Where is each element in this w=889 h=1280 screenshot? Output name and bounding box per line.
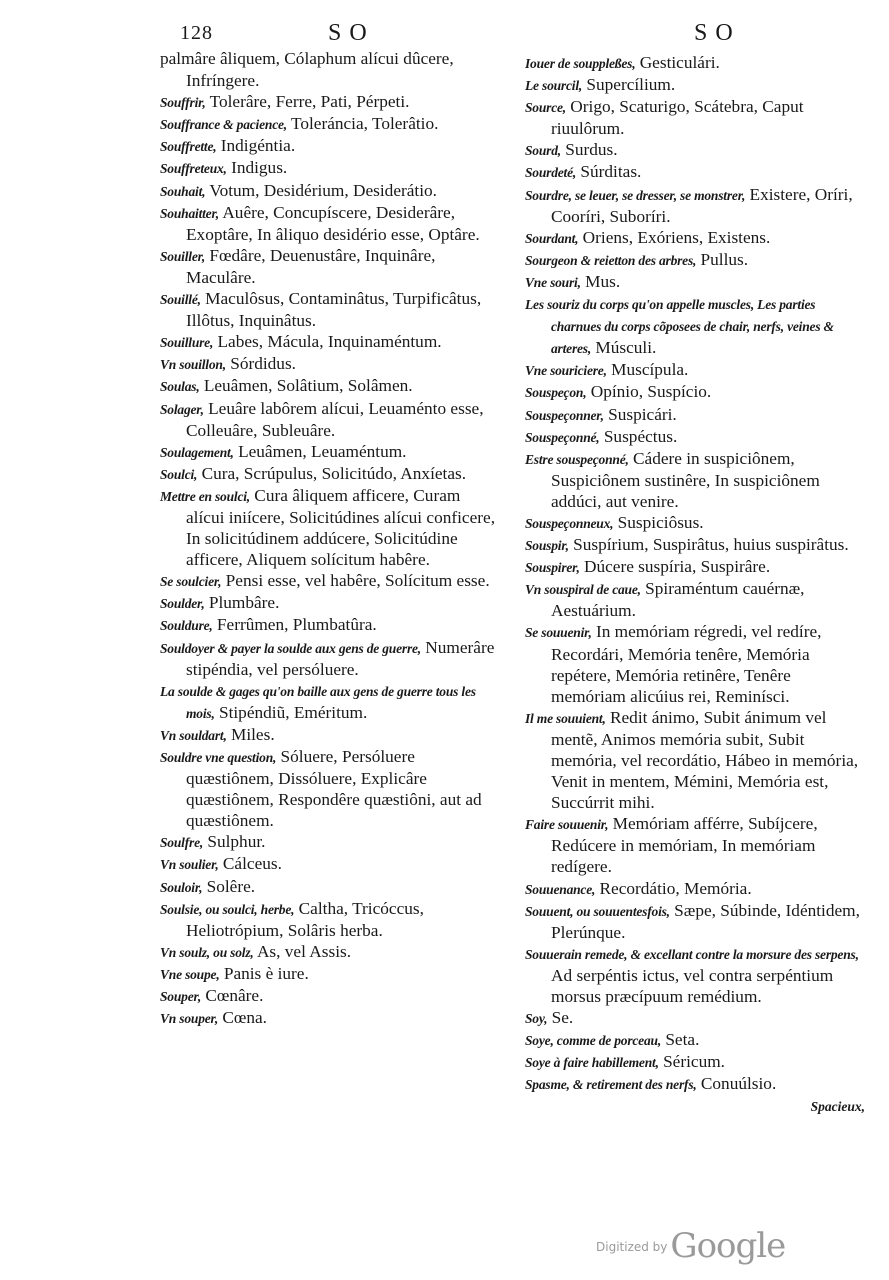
definition: Stipéndiũ, Eméritum. [214, 702, 368, 722]
definition: Sulphur. [203, 832, 266, 852]
headword: Souiller, [160, 248, 206, 264]
headword: Se soulcier, [160, 574, 222, 590]
headword: Souldoyer & payer la soulde aux gens de guerre, [160, 640, 421, 656]
definition: Existere, Oríri, Cooríri, Suboríri. [551, 184, 853, 226]
headword: Vne souriciere, [525, 363, 607, 379]
headword: Faire souuenir, [525, 817, 609, 833]
dictionary-entry [525, 52, 865, 74]
definition: Ad serpéntis ictus, vel contra serpéntium morsus præcípuum remédium. [551, 965, 834, 1007]
definition: As, vel Assis. [253, 941, 352, 961]
definition: In memóriam régredi, vel redíre, Recordári, Memória tenêre, Memória repétere, Memória retinêre, Tenêre memóriam alicúius rei, Reminísci. [551, 622, 822, 706]
headword: Souspeçon, [525, 385, 587, 401]
dictionary-entry [160, 570, 498, 592]
definition: Leuâre labôrem alícui, Leuaménto esse, Colleuâre, Subleuâre. [186, 398, 484, 440]
definition: Sæpe, Súbinde, Idéntidem, Plerúnque. [551, 900, 860, 942]
definition: Indigéntia. [216, 136, 296, 156]
definition: Ferrûmen, Plumbatûra. [212, 615, 377, 635]
headword: Les souriz du corps qu'on appelle muscles, Les parties charnues du corps cõposees de chair, nerfs, veines & arteres, [525, 297, 834, 357]
headword: Iouer de souppleßes, [525, 56, 636, 71]
definition: Gesticulári. [635, 53, 720, 72]
definition: Mus. [580, 271, 621, 291]
headword: Vn soulz, ou solz, [160, 944, 254, 960]
definition: Leuâmen, Leuaméntum. [233, 441, 407, 461]
dictionary-entry [525, 1073, 865, 1095]
definition: Dúcere suspíria, Suspirâre. [579, 557, 771, 577]
headword: Souloir, [160, 879, 203, 895]
definition: Cura, Scrúpulus, Solicitúdo, Anxíetas. [197, 463, 467, 483]
definition: Labes, Mácula, Inquinaméntum. [213, 332, 442, 352]
headword: Souffrance & pacience, [160, 117, 287, 133]
headword: Estre souspeçonné, [525, 451, 629, 467]
definition: Cœnâre. [201, 986, 264, 1006]
dictionary-entry [525, 578, 865, 621]
definition: Numerâre stipéndia, vel persóluere. [186, 637, 495, 679]
headword: Souffreteux, [160, 161, 227, 177]
dictionary-entry [160, 724, 498, 746]
dictionary-entry [160, 48, 498, 91]
dictionary-entry [160, 898, 498, 941]
definition: Miles. [226, 724, 275, 744]
definition: Fœdâre, Deuenustâre, Inquinâre, Maculâre. [186, 245, 436, 287]
dictionary-entry [525, 512, 865, 534]
definition: Solêre. [202, 876, 256, 896]
headword: Se souuenir, [525, 625, 592, 641]
headword: Souspeçonneux, [525, 515, 614, 531]
google-logo: Google [670, 1226, 786, 1266]
dictionary-entry [525, 184, 865, 227]
dictionary-entry [525, 878, 865, 900]
definition: Cura âliquem afficere, Curam alícui iniícere, Solicitúdines alícui conficere, In solicitúdinem addúcere, Solicitúdine afficere, Aliquem solícitum habêre. [186, 485, 496, 570]
dictionary-entry [160, 113, 498, 135]
dictionary-entry [160, 353, 498, 375]
dictionary-entry [525, 1029, 865, 1051]
headword: Souillure, [160, 335, 214, 351]
headword: Souuenance, [525, 881, 596, 897]
headword: Sourdre, se leuer, se dresser, se monstrer, [525, 187, 746, 203]
headword: Source, [525, 100, 566, 116]
definition: Toleráncia, Tolerâtio. [286, 114, 439, 134]
dictionary-entry [525, 1007, 865, 1029]
headword: Souldre vne question, [160, 750, 277, 765]
running-head-right: S O [694, 20, 734, 46]
dictionary-entry [525, 381, 865, 403]
definition: palmâre âliquem, Cólaphum alícui dûcere, Infríngere. [160, 49, 454, 91]
headword: Vn souper, [160, 1011, 219, 1027]
headword: Soulfre, [160, 835, 204, 851]
definition: Cádere in suspiciônem, Suspiciônem sustinêre, In suspiciônem addúci, aut venire. [551, 448, 820, 511]
dictionary-entry [160, 202, 498, 245]
headword: Souhait, [160, 183, 206, 199]
dictionary-entry [525, 707, 865, 813]
dictionary-entry [160, 941, 498, 963]
dictionary-entry [525, 426, 865, 448]
definition: Maculôsus, Contaminâtus, Turpificâtus, Illôtus, Inquinâtus. [186, 289, 482, 331]
dictionary-entry [160, 1007, 498, 1029]
definition: Redit ánimo, Subit ánimum vel mentẽ, Animos memória subit, Subit memória, vel recordátio, Hábeo in memória, Venit in mentem, Mémini, Memória est, Succúrrit mihi. [551, 707, 859, 813]
definition: Suspírium, Suspirâtus, huius suspirâtus. [568, 535, 849, 555]
dictionary-entry [525, 161, 865, 183]
dictionary-entry [525, 293, 865, 359]
dictionary-entry [160, 441, 498, 463]
definition: Suspicári. [603, 404, 677, 424]
headword: Souspeçonner, [525, 407, 604, 423]
dictionary-entry [525, 556, 865, 578]
headword: Mettre en soulci, [160, 488, 250, 504]
dictionary-entry [525, 1051, 865, 1073]
headword: Souuent, ou souuentesfois, [525, 903, 670, 919]
dictionary-entry [160, 375, 498, 397]
headword: Sourgeon & reietton des arbres, [525, 252, 697, 268]
dictionary-entry [160, 463, 498, 485]
dictionary-entry [525, 139, 865, 161]
headword: Vne soupe, [160, 966, 220, 982]
definition: Sóluere, Persóluere quæstiônem, Dissóluere, Explicâre quæstiônem, Respondêre quæstiôni, aut ad quæstiônem. [186, 747, 482, 831]
headword: Soulsie, ou soulci, herbe, [160, 901, 295, 917]
dictionary-entry [160, 614, 498, 636]
dictionary-entry [525, 534, 865, 556]
dictionary-entry [160, 157, 498, 179]
headword: Soye, comme de porceau, [525, 1033, 661, 1049]
definition: Spiraméntum cauérnæ, Aestuárium. [551, 579, 805, 621]
headword: Spasme, & retirement des nerfs, [525, 1077, 697, 1093]
running-head-left: S O [328, 20, 368, 46]
headword: Sourdant, [525, 230, 579, 246]
headword: Souspir, [525, 538, 569, 554]
definition: Origo, Scaturigo, Scátebra, Caput riuulôrum. [551, 97, 804, 139]
headword: Souffrir, [160, 95, 206, 111]
headword: La soulde & gages qu'on baille aux gens de guerre tous les mois, [160, 683, 476, 721]
definition: Tolerâre, Ferre, Pati, Pérpeti. [205, 92, 410, 112]
dictionary-entry [160, 485, 498, 570]
headword: Soy, [525, 1011, 548, 1027]
headword: Souspirer, [525, 560, 580, 576]
headword: Il me souuient, [525, 710, 606, 726]
headword: Le sourcil, [525, 78, 583, 94]
digitized-by-label: Digitized by [596, 1240, 668, 1254]
definition: Leuâmen, Solâtium, Solâmen. [199, 376, 413, 396]
definition: Pensi esse, vel habêre, Solícitum esse. [221, 571, 490, 591]
definition: Se. [547, 1008, 574, 1028]
headword: Souhaitter, [160, 205, 219, 221]
dictionary-entry [525, 448, 865, 512]
definition: Súrditas. [576, 162, 642, 182]
definition: Auêre, Concupíscere, Desiderâre, Exoptâre, In âliquo desidério esse, Optâre. [186, 202, 480, 244]
dictionary-entry [525, 943, 865, 1007]
definition: Indigus. [226, 158, 288, 178]
headword: Souspeçonné, [525, 429, 600, 445]
definition: Surdus. [560, 140, 618, 160]
headword: Vn souldart, [160, 727, 227, 743]
definition: Caltha, Tricóccus, Heliotrópium, Solâris herba. [186, 898, 424, 940]
definition: Plumbâre. [204, 593, 280, 613]
definition: Muscípula. [606, 360, 689, 380]
dictionary-entry [160, 985, 498, 1007]
headword: Vn souspiral de caue, [525, 582, 641, 598]
dictionary-entry [160, 398, 498, 441]
left-column [160, 48, 498, 1029]
dictionary-entry [525, 74, 865, 96]
headword: Souuerain remede, & excellant contre la morsure des serpens, [525, 946, 859, 962]
dictionary-entry [160, 853, 498, 875]
dictionary-entry [160, 680, 498, 724]
headword: Soulas, [160, 379, 200, 395]
definition: Séricum. [658, 1052, 725, 1072]
dictionary-entry [160, 91, 498, 113]
headword: Soye à faire habillement, [525, 1055, 659, 1071]
dictionary-entry [525, 227, 865, 249]
dictionary-entry [525, 900, 865, 943]
definition: Opínio, Suspício. [586, 382, 712, 402]
definition: Memóriam afférre, Subíjcere, Redúcere in memóriam, In memóriam redígere. [551, 814, 818, 877]
dictionary-entry [160, 592, 498, 614]
dictionary-entry [525, 404, 865, 426]
headword: Sourd, [525, 143, 561, 159]
headword: Vn soulier, [160, 857, 219, 873]
dictionary-entry [160, 288, 498, 331]
catchword: Spacieux, [810, 1098, 865, 1114]
dictionary-entry [160, 876, 498, 898]
dictionary-entry [160, 746, 498, 831]
definition: Supercílium. [582, 75, 676, 95]
definition: Músculi. [591, 338, 657, 358]
headword: Vne souri, [525, 274, 581, 290]
right-column [525, 52, 865, 1117]
dictionary-entry [525, 359, 865, 381]
dictionary-entry [160, 180, 498, 202]
definition: Panis è iure. [219, 963, 309, 983]
dictionary-entry [525, 813, 865, 877]
definition: Conuúlsio. [696, 1074, 777, 1094]
definition: Suspiciôsus. [613, 512, 704, 532]
definition: Suspéctus. [599, 426, 678, 446]
headword: Souldure, [160, 618, 213, 634]
dictionary-entry [160, 637, 498, 680]
definition: Votum, Desidérium, Desiderátio. [205, 180, 437, 200]
dictionary-entry [525, 271, 865, 293]
headword: Soulci, [160, 466, 198, 482]
dictionary-entry [525, 249, 865, 271]
dictionary-entry [525, 621, 865, 706]
definition: Pullus. [696, 249, 749, 269]
digitized-by-google-watermark [596, 1226, 785, 1266]
headword: Vn souillon, [160, 357, 226, 373]
definition: Cálceus. [218, 854, 282, 874]
headword: Soulder, [160, 596, 205, 612]
dictionary-entry [160, 135, 498, 157]
headword: Soulagement, [160, 444, 234, 460]
definition: Oriens, Exóriens, Existens. [578, 227, 771, 247]
dictionary-entry [160, 331, 498, 353]
definition: Recordátio, Memória. [595, 878, 752, 898]
headword: Souffrette, [160, 139, 217, 155]
definition: Cœna. [218, 1008, 267, 1028]
headword: Souper, [160, 989, 201, 1005]
dictionary-entry [160, 245, 498, 288]
dictionary-entry [160, 963, 498, 985]
definition: Seta. [661, 1030, 700, 1050]
dictionary-entry [160, 831, 498, 853]
definition: Sórdidus. [225, 354, 296, 374]
dictionary-entry [525, 96, 865, 139]
page-number: 128 [180, 22, 213, 44]
headword: Solager, [160, 401, 204, 417]
headword: Sourdeté, [525, 165, 577, 181]
headword: Souillé, [160, 292, 201, 308]
